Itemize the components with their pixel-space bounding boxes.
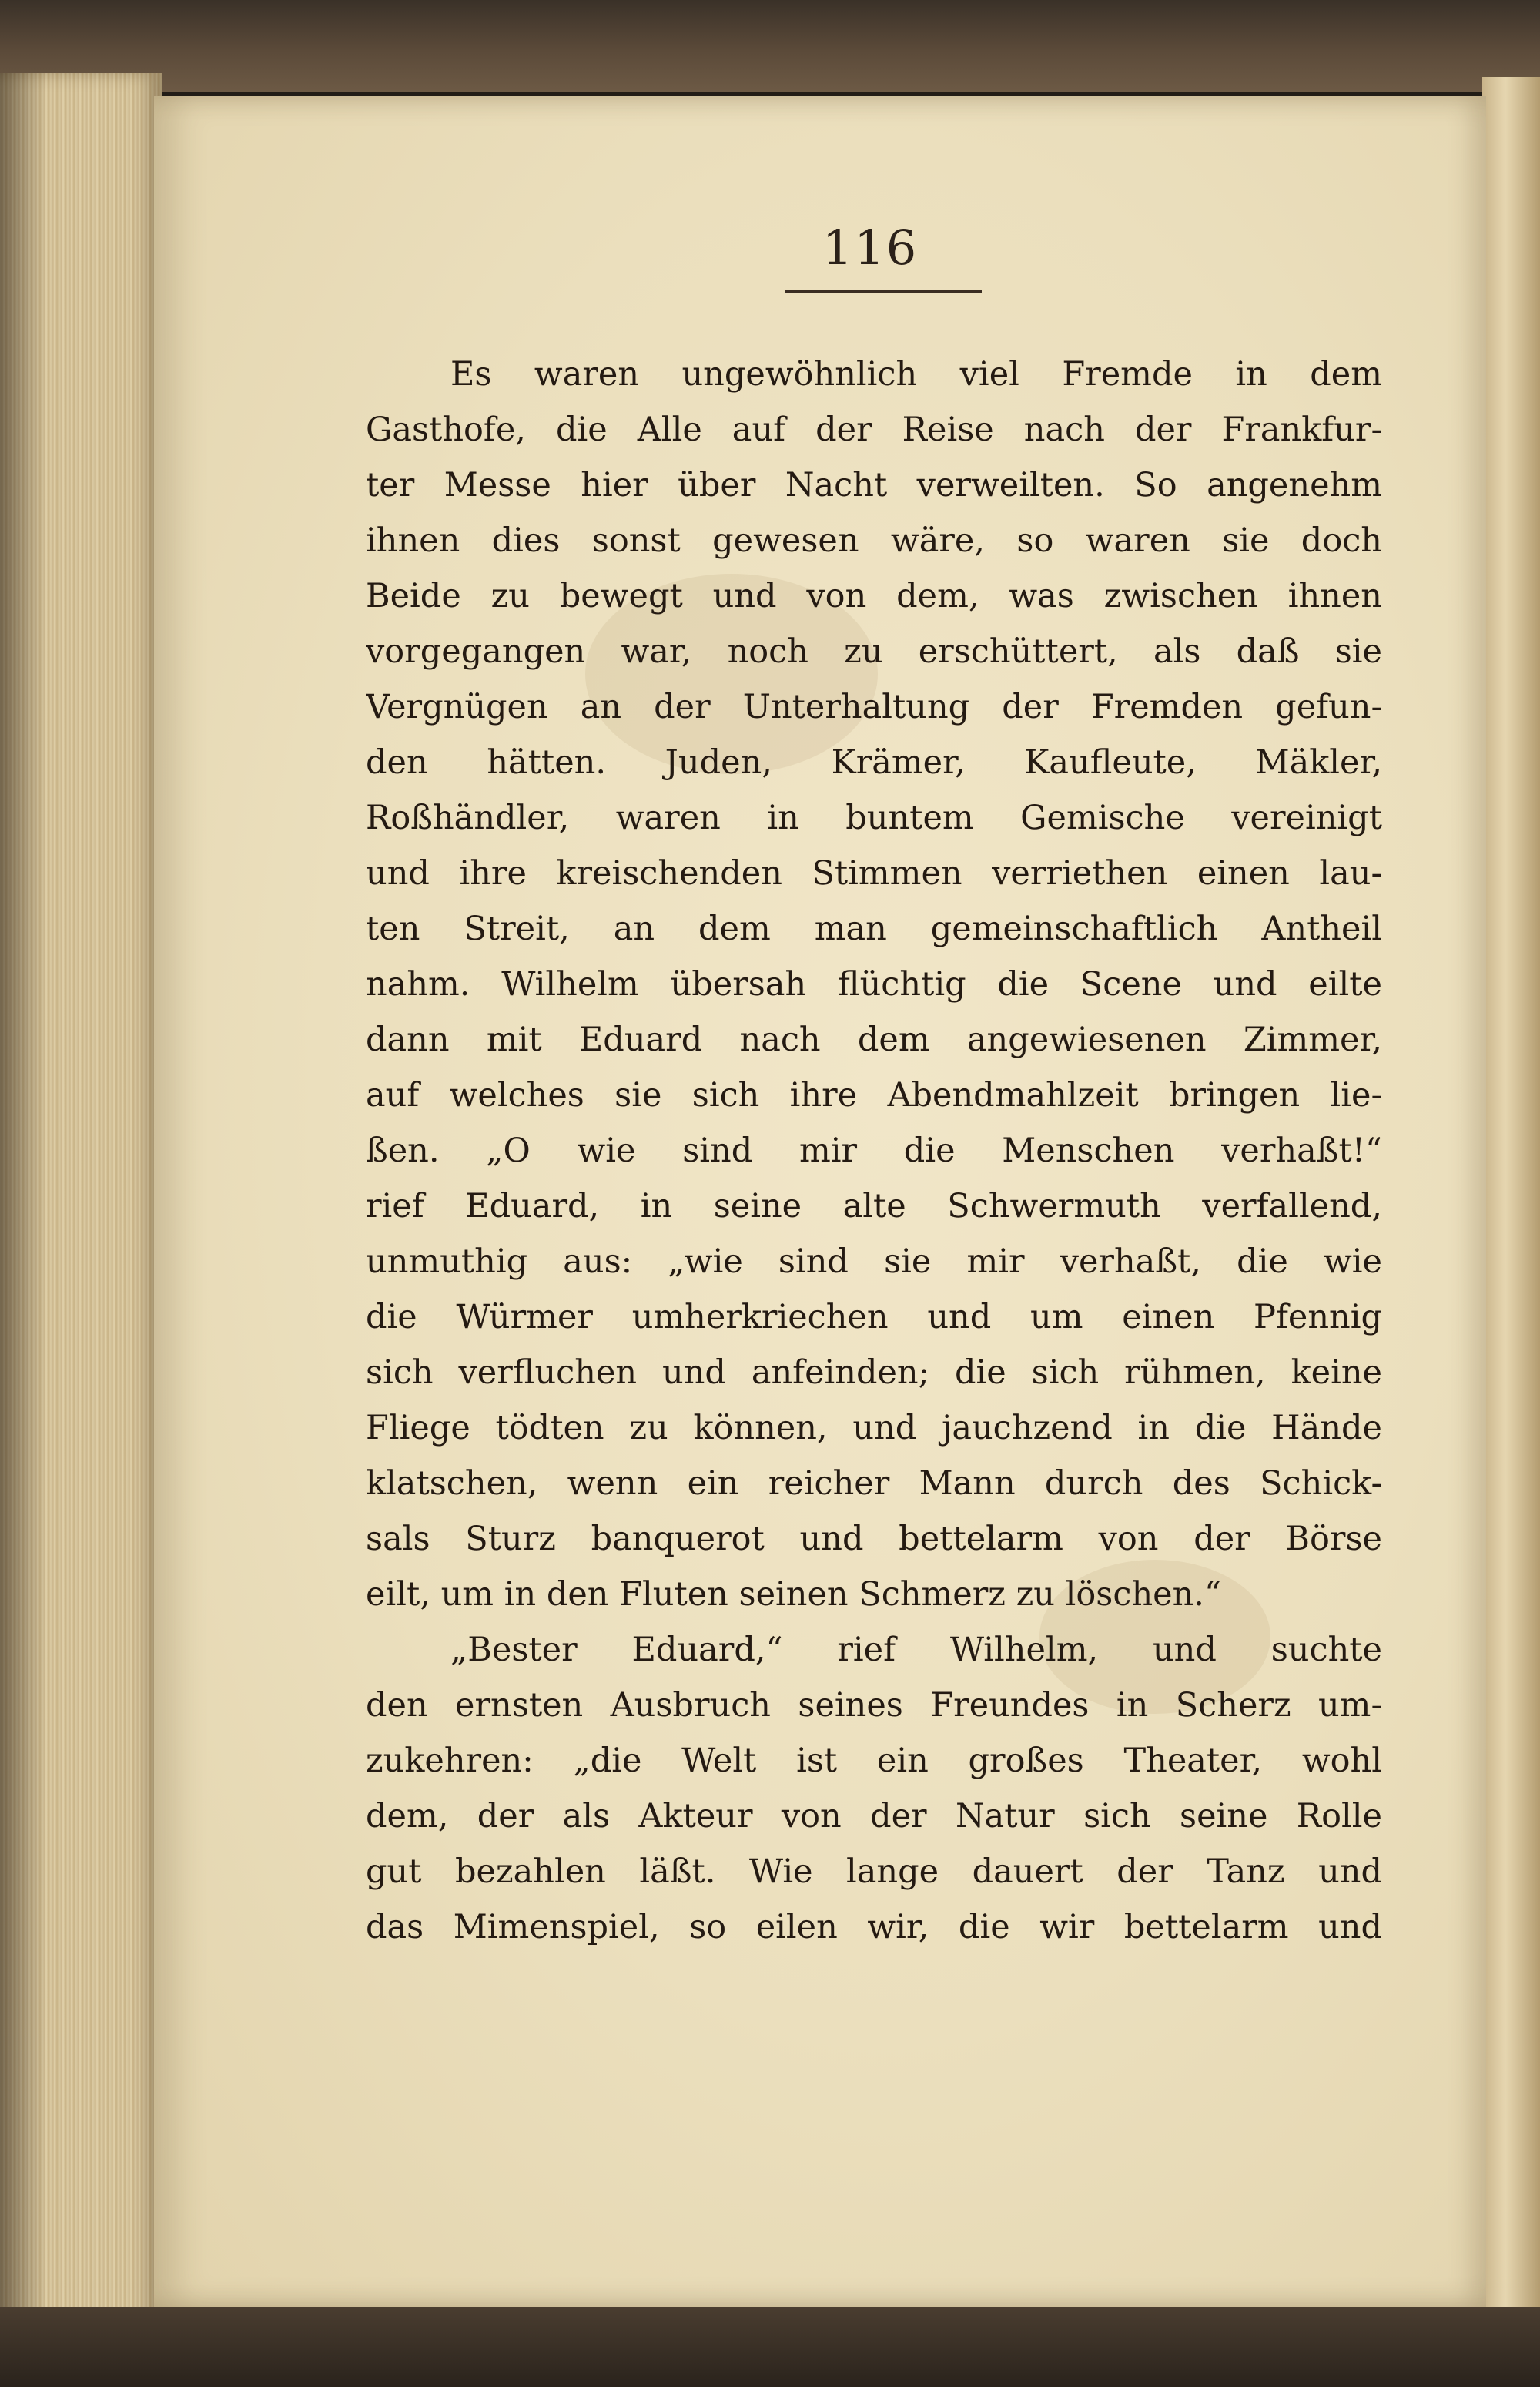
- text-line: die Würmer umherkriechen und um einen Pfennig: [366, 1298, 1382, 1336]
- body-text: [366, 347, 1382, 1955]
- text-line: ihnen dies sonst gewesen wäre, so waren sie doch: [366, 521, 1382, 560]
- text-line: zukehren: „die Welt ist ein großes Theater, wohl: [366, 1742, 1382, 1780]
- text-line: Es waren ungewöhnlich viel Fremde in dem: [450, 355, 1382, 394]
- text-line: den hätten. Juden, Krämer, Kaufleute, Mäkler,: [366, 743, 1382, 782]
- text-line: eilt, um in den Fluten seinen Schmerz zu löschen.“: [366, 1575, 1221, 1614]
- text-line: dann mit Eduard nach dem angewiesenen Zimmer,: [366, 1021, 1382, 1059]
- text-line: den ernsten Ausbruch seines Freundes in Scherz um-: [366, 1686, 1382, 1725]
- text-line: vorgegangen war, noch zu erschüttert, als daß sie: [366, 632, 1382, 671]
- text-line: klatschen, wenn ein reicher Mann durch des Schick-: [366, 1464, 1382, 1503]
- text-line: gut bezahlen läßt. Wie lange dauert der Tanz und: [366, 1852, 1382, 1891]
- text-line: ßen. „O wie sind mir die Menschen verhaßt!“: [366, 1131, 1382, 1170]
- text-line: unmuthig aus: „wie sind sie mir verhaßt, die wie: [366, 1242, 1382, 1281]
- text-line: nahm. Wilhelm übersah flüchtig die Scene und eilte: [366, 965, 1382, 1004]
- text-line: Gasthofe, die Alle auf der Reise nach der Frankfur-: [366, 411, 1382, 449]
- text-line: das Mimenspiel, so eilen wir, die wir bettelarm und: [366, 1908, 1382, 1946]
- header-rule: [785, 290, 982, 293]
- text-line: rief Eduard, in seine alte Schwermuth verfallend,: [366, 1187, 1382, 1225]
- book-cover-bottom-edge: [0, 2307, 1540, 2387]
- text-line: und ihre kreischenden Stimmen verriethen einen lau-: [366, 854, 1382, 893]
- text-line: sals Sturz banquerot und bettelarm von der Börse: [366, 1520, 1382, 1558]
- text-line: Roßhändler, waren in buntem Gemische vereinigt: [366, 799, 1382, 837]
- page-number: 116: [822, 220, 919, 276]
- text-line: ter Messe hier über Nacht verweilten. So angenehm: [366, 466, 1382, 505]
- text-line: „Bester Eduard,“ rief Wilhelm, und suchte: [450, 1631, 1382, 1669]
- text-line: sich verfluchen und anfeinden; die sich rühmen, keine: [366, 1353, 1382, 1392]
- book-cover-top-edge: [0, 0, 1540, 92]
- text-line: Vergnügen an der Unterhaltung der Fremden gefun-: [366, 688, 1382, 726]
- text-line: dem, der als Akteur von der Natur sich seine Rolle: [366, 1797, 1382, 1836]
- text-line: ten Streit, an dem man gemeinschaftlich Antheil: [366, 910, 1382, 948]
- text-line: Beide zu bewegt und von dem, was zwischen ihnen: [366, 577, 1382, 615]
- facing-page-edge: [1482, 77, 1540, 2311]
- text-line: Fliege tödten zu können, und jauchzend in die Hände: [366, 1409, 1382, 1447]
- page-edges-shadow: [0, 73, 46, 2330]
- text-line: auf welches sie sich ihre Abendmahlzeit bringen lie-: [366, 1076, 1382, 1115]
